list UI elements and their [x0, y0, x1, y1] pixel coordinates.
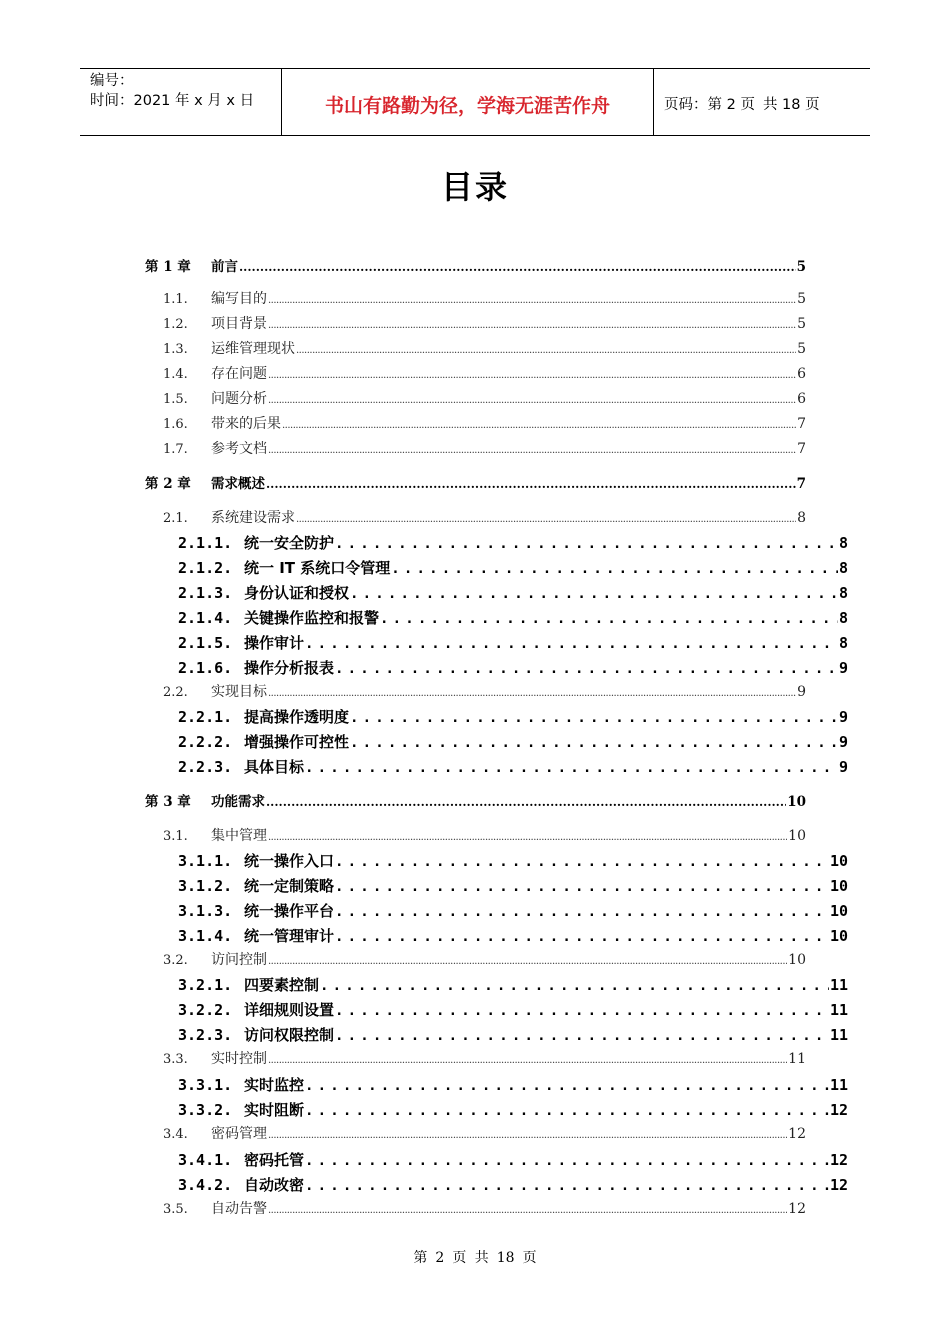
- toc-entry[interactable]: [163, 507, 806, 527]
- toc-entry-title: 自动改密: [244, 1176, 305, 1194]
- toc-leader-dots: [335, 1003, 829, 1019]
- toc-entry-page: 12: [788, 1126, 806, 1142]
- toc-entry-page: 11: [829, 1026, 848, 1044]
- toc-entry-page: 8: [838, 584, 848, 602]
- toc-entry-page: 7: [797, 441, 806, 457]
- toc-entry-page: 11: [829, 1001, 848, 1019]
- toc-entry-title: 项目背景: [211, 316, 267, 332]
- toc-entry-number: 3.2.: [163, 953, 188, 968]
- toc-entry-page: 6: [797, 391, 806, 407]
- toc-leader-dots: [320, 978, 829, 994]
- toc-entry[interactable]: [178, 974, 848, 995]
- toc-leader-dots: [296, 514, 796, 525]
- toc-leader-dots: [268, 1055, 787, 1066]
- page-footer: [0, 1247, 950, 1267]
- toc-entry-title: 身份认证和授权: [244, 584, 350, 602]
- toc-entry-title: 统一操作入口: [244, 852, 335, 870]
- footer-suffix: 页: [522, 1250, 537, 1266]
- toc-entry-number: 第 3 章: [145, 794, 191, 810]
- footer-prefix: 第: [413, 1250, 428, 1266]
- toc-entry-page: 7: [797, 416, 806, 432]
- toc-entry[interactable]: [178, 706, 848, 727]
- toc-leader-dots: [268, 445, 796, 456]
- toc-entry[interactable]: [163, 288, 806, 308]
- toc-leader-dots: [268, 1130, 787, 1141]
- toc-leader-dots: [335, 879, 829, 895]
- toc-entry[interactable]: [178, 900, 848, 921]
- toc-entry[interactable]: [178, 1174, 848, 1195]
- toc-entry-title: 需求概述: [211, 476, 265, 492]
- toc-entry[interactable]: [178, 999, 848, 1020]
- toc-entry-number: 3.3.1.: [178, 1076, 233, 1094]
- toc-entry[interactable]: [178, 850, 848, 871]
- toc-entry[interactable]: [178, 1024, 848, 1045]
- toc-entry-title: 问题分析: [211, 391, 267, 407]
- toc-entry-title: 统一操作平台: [244, 902, 335, 920]
- toc-leader-dots: [350, 710, 838, 726]
- toc-leader-dots: [305, 1103, 829, 1119]
- toc-entry-page: 9: [797, 684, 806, 700]
- toc-entry-number: 1.7.: [163, 442, 188, 457]
- toc-leader-dots: [305, 760, 838, 776]
- toc-entry-number: 2.1.4.: [178, 609, 233, 627]
- toc-entry-number: 1.4.: [163, 367, 188, 382]
- toc-entry-title: 密码管理: [211, 1126, 267, 1142]
- header-page-info: [654, 69, 870, 135]
- toc-entry-page: 10: [829, 877, 848, 895]
- toc-entry[interactable]: [178, 875, 848, 896]
- toc-entry-page: 11: [829, 1076, 848, 1094]
- toc-entry-title: 四要素控制: [244, 976, 320, 994]
- toc-entry[interactable]: [178, 1074, 848, 1095]
- toc-entry[interactable]: [178, 1099, 848, 1120]
- toc-leader-dots: [335, 854, 829, 870]
- toc-leader-dots: [335, 536, 838, 552]
- toc-entry[interactable]: [178, 731, 848, 752]
- toc-leader-dots: [268, 320, 796, 331]
- toc-entry[interactable]: [163, 949, 806, 969]
- page-header: [80, 68, 870, 136]
- toc-entry-title: 关键操作监控和报警: [244, 609, 380, 627]
- toc-entry-page: 8: [838, 609, 848, 627]
- toc-entry-number: 3.1.4.: [178, 927, 233, 945]
- toc-leader-dots: [268, 832, 787, 843]
- toc-leader-dots: [380, 611, 838, 627]
- toc-entry-title: 访问权限控制: [244, 1026, 335, 1044]
- toc-entry-number: 3.1.2.: [178, 877, 233, 895]
- toc-entry-title: 带来的后果: [211, 416, 281, 432]
- toc-entry-number: 3.4.: [163, 1127, 188, 1142]
- toc-entry-number: 第 1 章: [145, 259, 191, 275]
- toc-entry-title: 实时控制: [211, 1051, 267, 1067]
- toc-entry-title: 参考文档: [211, 441, 267, 457]
- toc-entry[interactable]: [178, 582, 848, 603]
- toc-entry-number: 3.1.1.: [178, 852, 233, 870]
- toc-leader-dots: [335, 929, 829, 945]
- toc-leader-dots: [268, 956, 787, 967]
- toc-leader-dots: [268, 688, 796, 699]
- toc-leader-dots: [335, 661, 838, 677]
- toc-entry[interactable]: [178, 532, 848, 553]
- toc-entry-number: 2.1.3.: [178, 584, 233, 602]
- toc-entry[interactable]: [145, 790, 806, 810]
- toc-entry[interactable]: [163, 1123, 806, 1143]
- footer-total-pages: 18: [496, 1250, 515, 1266]
- toc-entry-number: 2.1.5.: [178, 634, 233, 652]
- header-motto: 书山有路勤为径，学海无涯苦作舟: [282, 69, 654, 135]
- toc-entry-page: 10: [788, 828, 806, 844]
- toc-entry-number: 2.1.: [163, 511, 188, 526]
- toc-leader-dots: [305, 1153, 829, 1169]
- toc-entry-page: 10: [788, 952, 806, 968]
- toc-entry[interactable]: [163, 338, 806, 358]
- toc-entry-number: 2.1.1.: [178, 534, 233, 552]
- toc-entry-page: 9: [838, 758, 848, 776]
- toc-leader-dots: [268, 1205, 787, 1216]
- toc-entry-page: 9: [838, 708, 848, 726]
- toc-entry[interactable]: [178, 657, 848, 678]
- toc-entry-number: 1.6.: [163, 417, 188, 432]
- toc-entry-page: 8: [838, 559, 848, 577]
- toc-entry-number: 3.5.: [163, 1202, 188, 1217]
- toc-entry-number: 1.1.: [163, 292, 188, 307]
- toc-entry-number: 3.4.1.: [178, 1151, 233, 1169]
- toc-leader-dots: [266, 795, 786, 809]
- toc-entry-title: 编写目的: [211, 291, 267, 307]
- toc-entry-number: 3.1.: [163, 829, 188, 844]
- toc-entry[interactable]: [163, 825, 806, 845]
- toc-entry-title: 提高操作透明度: [244, 708, 350, 726]
- toc-leader-dots: [305, 636, 838, 652]
- toc-entry-title: 功能需求: [211, 794, 265, 810]
- toc-entry-title: 实时监控: [244, 1076, 305, 1094]
- toc-entry-title: 统一 IT 系统口令管理: [244, 559, 391, 577]
- toc-entry-number: 2.2.: [163, 685, 188, 700]
- header-total-label: 共 18 页: [762, 96, 820, 113]
- toc-entry-page: 12: [829, 1151, 848, 1169]
- toc-entry-number: 1.2.: [163, 317, 188, 332]
- toc-entry-number: 3.2.3.: [178, 1026, 233, 1044]
- toc-entry-page: 12: [829, 1176, 848, 1194]
- doc-time-label: 时间：2021 年 x 月 x 日: [90, 93, 255, 109]
- toc-entry-number: 1.3.: [163, 342, 188, 357]
- toc-entry-page: 5: [797, 341, 806, 357]
- toc-entry-number: 第 2 章: [145, 476, 191, 492]
- toc-entry-page: 12: [788, 1201, 806, 1217]
- toc-entry-number: 2.2.3.: [178, 758, 233, 776]
- toc-entry-page: 10: [787, 794, 806, 810]
- toc-entry-title: 统一定制策略: [244, 877, 335, 895]
- toc-entry-title: 统一管理审计: [244, 927, 335, 945]
- toc-entry[interactable]: [178, 925, 848, 946]
- header-page-label: 页码：第 2 页: [664, 96, 755, 113]
- toc-leader-dots: [391, 561, 838, 577]
- toc-leader-dots: [350, 586, 838, 602]
- toc-entry[interactable]: [163, 1198, 806, 1218]
- toc-entry-title: 密码托管: [244, 1151, 305, 1169]
- toc-entry-number: 2.1.6.: [178, 659, 233, 677]
- toc-leader-dots: [268, 395, 796, 406]
- toc-entry-page: 5: [797, 316, 806, 332]
- toc-entry-page: 10: [829, 902, 848, 920]
- toc-entry-title: 存在问题: [211, 366, 267, 382]
- toc-entry[interactable]: [178, 632, 848, 653]
- toc-entry-title: 系统建设需求: [211, 510, 295, 526]
- toc-entry-page: 8: [797, 510, 806, 526]
- toc-entry-page: 9: [838, 733, 848, 751]
- toc-entry-title: 统一安全防护: [244, 534, 335, 552]
- toc-entry-page: 9: [838, 659, 848, 677]
- toc-entry-title: 详细规则设置: [244, 1001, 335, 1019]
- page-title: 目录: [440, 168, 509, 206]
- toc-entry-number: 1.5.: [163, 392, 188, 407]
- toc-leader-dots: [282, 420, 796, 431]
- header-meta: [80, 69, 282, 135]
- toc-entry-number: 3.3.2.: [178, 1101, 233, 1119]
- toc-entry-page: 8: [838, 534, 848, 552]
- toc-entry-page: 12: [829, 1101, 848, 1119]
- toc-entry[interactable]: [163, 363, 806, 383]
- toc-entry[interactable]: [145, 255, 806, 275]
- toc-entry[interactable]: [163, 388, 806, 408]
- toc-leader-dots: [268, 295, 796, 306]
- toc-entry-page: 6: [797, 366, 806, 382]
- toc-entry-page: 10: [829, 927, 848, 945]
- toc-entry-title: 自动告警: [211, 1201, 267, 1217]
- toc-entry-number: 3.3.: [163, 1052, 188, 1067]
- toc-entry-title: 增强操作可控性: [244, 733, 350, 751]
- footer-page-number: 2: [435, 1250, 445, 1266]
- toc-entry-number: 3.2.1.: [178, 976, 233, 994]
- toc-entry-page: 5: [797, 291, 806, 307]
- toc-entry-title: 实现目标: [211, 684, 267, 700]
- toc-entry-page: 11: [829, 976, 848, 994]
- toc-leader-dots: [305, 1178, 829, 1194]
- toc-leader-dots: [335, 904, 829, 920]
- toc-entry[interactable]: [163, 413, 806, 433]
- toc-leader-dots: [239, 260, 796, 274]
- toc-entry-number: 3.2.2.: [178, 1001, 233, 1019]
- toc-entry-title: 前言: [211, 259, 238, 275]
- toc-entry[interactable]: [178, 1149, 848, 1170]
- toc-entry-title: 实时阻断: [244, 1101, 305, 1119]
- toc-leader-dots: [296, 345, 796, 356]
- toc-entry[interactable]: [163, 438, 806, 458]
- toc-leader-dots: [305, 1078, 829, 1094]
- toc-entry-title: 具体目标: [244, 758, 305, 776]
- toc-entry-number: 2.2.2.: [178, 733, 233, 751]
- toc-entry-title: 操作分析报表: [244, 659, 335, 677]
- footer-mid: 页 共: [452, 1250, 489, 1266]
- toc-entry-title: 集中管理: [211, 828, 267, 844]
- toc-entry-page: 11: [788, 1051, 806, 1067]
- toc-entry-title: 运维管理现状: [211, 341, 295, 357]
- toc-leader-dots: [266, 477, 796, 491]
- toc-entry-number: 3.1.3.: [178, 902, 233, 920]
- toc-leader-dots: [350, 735, 838, 751]
- toc-entry-page: 5: [796, 259, 806, 275]
- toc-entry-title: 访问控制: [211, 952, 267, 968]
- toc-entry-title: 操作审计: [244, 634, 305, 652]
- toc-entry[interactable]: [163, 1048, 806, 1068]
- toc-entry-page: 10: [829, 852, 848, 870]
- toc-entry-number: 3.4.2.: [178, 1176, 233, 1194]
- toc-leader-dots: [335, 1028, 829, 1044]
- toc-entry-number: 2.2.1.: [178, 708, 233, 726]
- toc-entry[interactable]: [163, 313, 806, 333]
- toc-entry[interactable]: [178, 607, 848, 628]
- toc-entry-page: 7: [796, 476, 806, 492]
- toc-leader-dots: [268, 370, 796, 381]
- toc-entry[interactable]: [178, 557, 848, 578]
- toc-entry-number: 2.1.2.: [178, 559, 233, 577]
- toc-entry[interactable]: [145, 472, 806, 492]
- doc-number-label: 编号：: [90, 73, 134, 89]
- toc-entry[interactable]: [178, 756, 848, 777]
- toc-entry[interactable]: [163, 681, 806, 701]
- toc-entry-page: 8: [838, 634, 848, 652]
